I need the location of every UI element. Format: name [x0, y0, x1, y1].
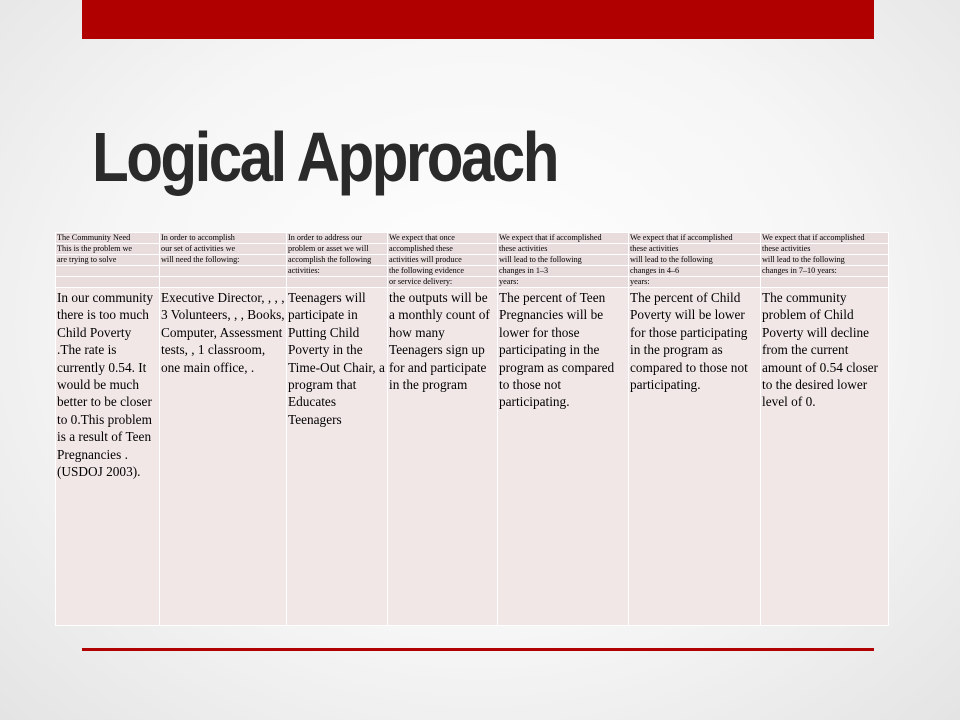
- header-cell: The Community Need: [56, 233, 160, 244]
- header-cell: [287, 277, 388, 288]
- header-cell: This is the problem we: [56, 244, 160, 255]
- long-term-impact-cell: The community problem of Child Poverty will decline from the current amount of 0.54 closer to the desired lower level of 0.: [761, 288, 889, 626]
- resources-cell: Executive Director, , , , 3 Volunteers, , , Books, Computer, Assessment tests, , 1 classroom, one main office, .: [160, 288, 287, 626]
- bottom-accent-line: [82, 648, 874, 651]
- header-cell: will lead to the following: [629, 255, 761, 266]
- short-term-outcome-cell: The percent of Teen Pregnancies will be lower for those participating in the program as compared to those not participating.: [498, 288, 629, 626]
- header-cell: changes in 4–6: [629, 266, 761, 277]
- header-cell: We expect that if accomplished: [761, 233, 889, 244]
- header-cell: [56, 277, 160, 288]
- table-header-row-5: [56, 277, 889, 288]
- header-cell: problem or asset we will: [287, 244, 388, 255]
- table-header-row-2: [56, 244, 889, 255]
- table-header-row-1: [56, 233, 889, 244]
- community-need-cell: In our community there is too much Child Poverty .The rate is currently 0.54. It would be much better to be closer to 0.This problem is a result of Teen Pregnancies . (USDOJ 2003).: [56, 288, 160, 626]
- table-header-row-3: [56, 255, 889, 266]
- header-cell: [160, 266, 287, 277]
- header-cell: changes in 7–10 years:: [761, 266, 889, 277]
- header-cell: years:: [498, 277, 629, 288]
- header-cell: accomplish the following: [287, 255, 388, 266]
- table-header-row-4: [56, 266, 889, 277]
- header-cell: We expect that once: [388, 233, 498, 244]
- top-accent-bar: [82, 0, 874, 39]
- header-cell: our set of activities we: [160, 244, 287, 255]
- header-cell: In order to address our: [287, 233, 388, 244]
- header-cell: will lead to the following: [761, 255, 889, 266]
- header-cell: [761, 277, 889, 288]
- header-cell: these activities: [761, 244, 889, 255]
- header-cell: We expect that if accomplished: [498, 233, 629, 244]
- header-cell: [160, 277, 287, 288]
- header-cell: accomplished these: [388, 244, 498, 255]
- table-body-row: [56, 288, 889, 626]
- header-cell: the following evidence: [388, 266, 498, 277]
- header-cell: In order to accomplish: [160, 233, 287, 244]
- header-cell: will lead to the following: [498, 255, 629, 266]
- header-cell: We expect that if accomplished: [629, 233, 761, 244]
- header-cell: will need the following:: [160, 255, 287, 266]
- header-cell: [56, 266, 160, 277]
- header-cell: are trying to solve: [56, 255, 160, 266]
- mid-term-outcome-cell: The percent of Child Poverty will be lower for those participating in the program as compared to those not participating.: [629, 288, 761, 626]
- outputs-cell: the outputs will be a monthly count of how many Teenagers sign up for and participate in the program: [388, 288, 498, 626]
- logic-model-table: [55, 232, 889, 626]
- slide-title: Logical Approach: [92, 118, 557, 196]
- activities-cell: Teenagers will participate in Putting Child Poverty in the Time-Out Chair, a program that Educates Teenagers: [287, 288, 388, 626]
- header-cell: these activities: [629, 244, 761, 255]
- header-cell: these activities: [498, 244, 629, 255]
- header-cell: activities:: [287, 266, 388, 277]
- header-cell: activities will produce: [388, 255, 498, 266]
- header-cell: or service delivery:: [388, 277, 498, 288]
- header-cell: changes in 1–3: [498, 266, 629, 277]
- header-cell: years:: [629, 277, 761, 288]
